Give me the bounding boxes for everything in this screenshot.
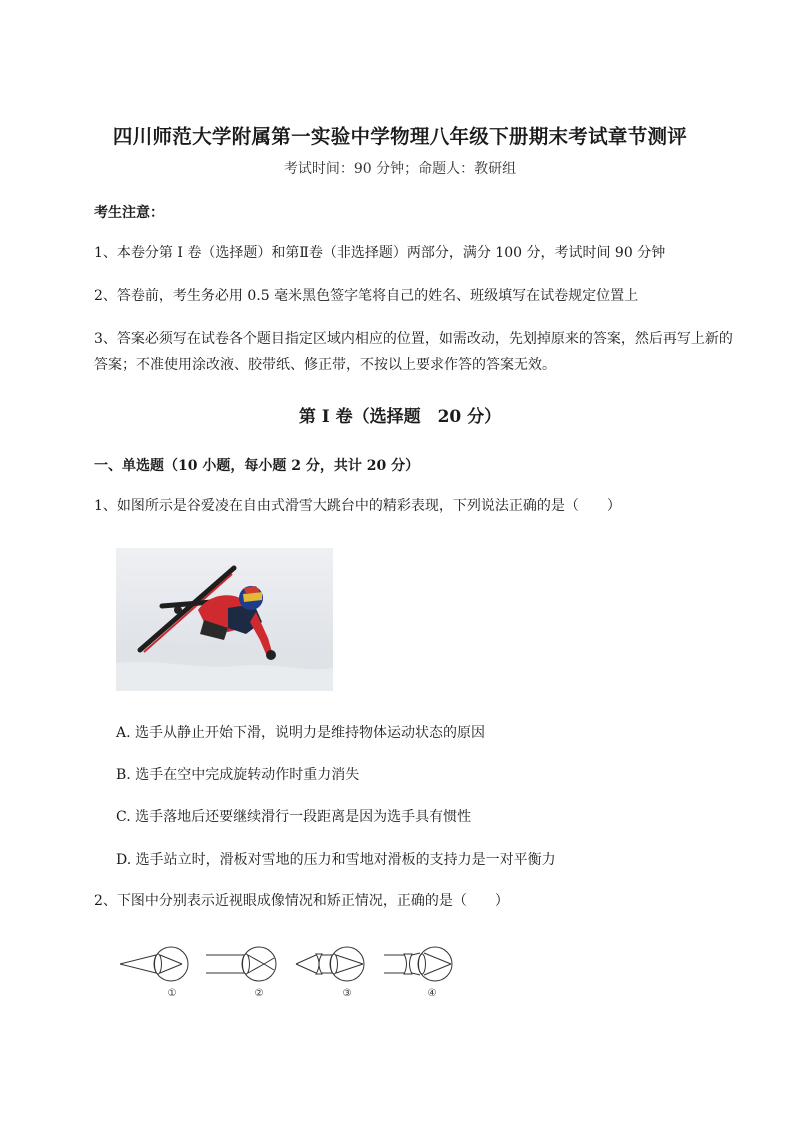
skier-photo xyxy=(116,548,333,691)
eye-diagram-4 xyxy=(384,947,452,981)
notice-heading: 考生注意： xyxy=(94,205,164,221)
figure-label-1: ① xyxy=(167,988,177,999)
question-group-heading: 一、单选题（10 小题，每小题 2 分，共计 20 分） xyxy=(94,458,420,474)
option-b[interactable]: B. 选手在空中完成旋转动作时重力消失 xyxy=(116,767,360,783)
figure-label-2: ② xyxy=(254,988,264,999)
notice-item: 3、答案必须写在试卷各个题目指定区域内相应的位置，如需改动，先划掉原来的答案，然后再写上新的答案；不准使用涂改液、胶带纸、修正带，不按以上要求作答的答案无效。 xyxy=(94,331,733,373)
question-2-stem: 2、下图中分别表示近视眼成像情况和矫正情况，正确的是（ ） xyxy=(94,893,509,909)
page-title: 四川师范大学附属第一实验中学物理八年级下册期末考试章节测评 xyxy=(112,125,688,148)
figure-label-4: ④ xyxy=(427,988,437,999)
figure-label-3: ③ xyxy=(342,988,352,999)
section-title: 第 I 卷（选择题 20 分） xyxy=(298,407,502,427)
eye-diagram-2 xyxy=(206,947,276,981)
eye-diagram-3 xyxy=(296,947,364,981)
notice-item: 2、答卷前，考生务必用 0.5 毫米黑色签字笔将自己的姓名、班级填写在试卷规定位置上 xyxy=(94,288,639,304)
exam-info: 考试时间：90 分钟；命题人：教研组 xyxy=(283,161,517,177)
option-a[interactable]: A. 选手从静止开始下滑，说明力是维持物体运动状态的原因 xyxy=(116,725,486,741)
option-c[interactable]: C. 选手落地后还要继续滑行一段距离是因为选手具有惯性 xyxy=(116,809,472,825)
option-d[interactable]: D. 选手站立时，滑板对雪地的压力和雪地对滑板的支持力是一对平衡力 xyxy=(116,852,556,868)
eye-diagram xyxy=(116,940,476,1002)
eye-diagram-1 xyxy=(120,947,188,981)
notice-item: 1、本卷分第 I 卷（选择题）和第Ⅱ卷（非选择题）两部分，满分 100 分，考试时间 90 分钟 xyxy=(94,245,666,261)
question-1-stem: 1、如图所示是谷爱凌在自由式滑雪大跳台中的精彩表现，下列说法正确的是（ ） xyxy=(94,498,621,514)
